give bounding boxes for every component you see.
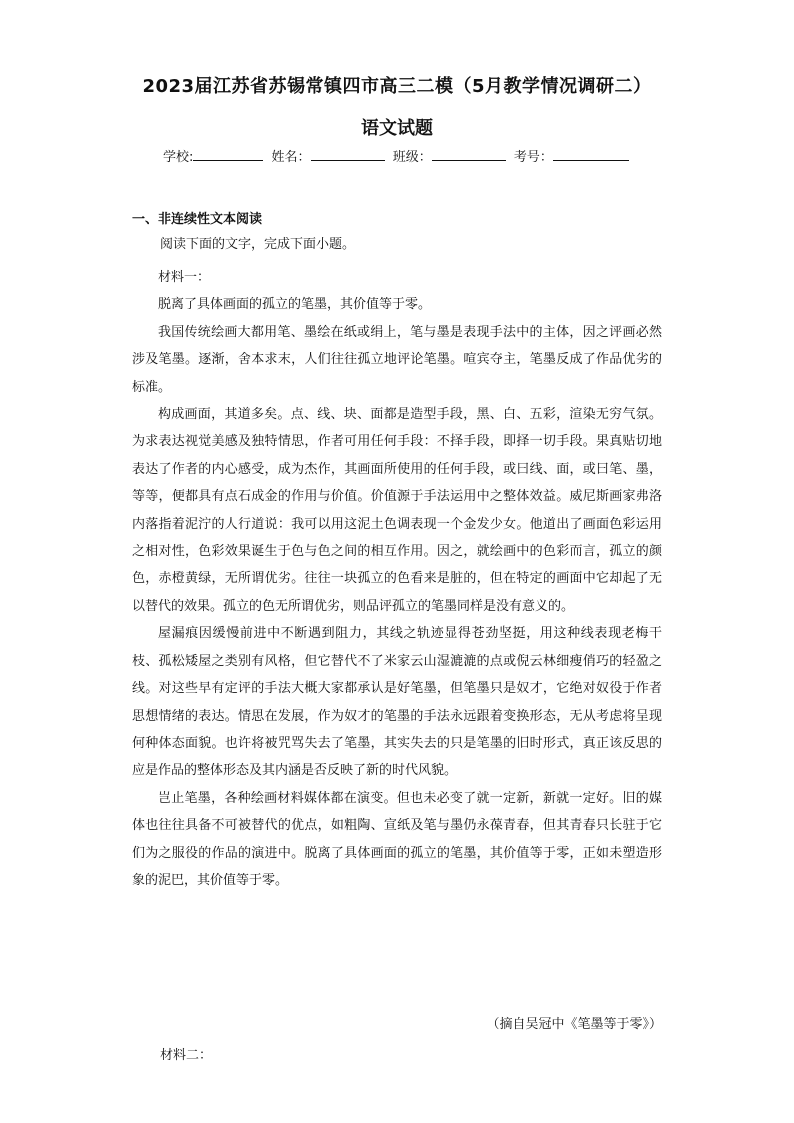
school-field (163, 146, 263, 165)
material-one-paragraph: 构成画面，其道多矣。点、线、块、面都是造型手段，黑、白、五彩，渲染无穷气氛。为求表达视觉美感及独特情思，作者可用任何手段：不择手段，即择一切手段。果真贴切地表达了作者的内心感受，成为杰作，其画面所使用的任何手段，或曰线、面，或曰笔、墨，等等，便都具有点石成金的作用与价值。价值源于手法运用中之整体效益。威尼斯画家弗洛内落指着泥泞的人行道说：我可以用这泥土色调表现一个金发少女。他道出了画面色彩运用之相对性，色彩效果诞生于色与色之间的相互作用。因之，就绘画中的色彩而言，孤立的颜色，赤橙黄绿，无所谓优劣。往往一块孤立的色看来是脏的，但在特定的画面中它却起了无以替代的效果。孤立的色无所谓优劣，则品评孤立的笔墨同样是没有意义的。 (132, 407, 662, 614)
name-blank[interactable] (311, 146, 385, 161)
exam-number-field (514, 146, 629, 165)
class-label: 班级： (392, 150, 432, 165)
name-field (272, 146, 385, 165)
school-blank[interactable] (193, 146, 263, 161)
material-one-paragraph: 脱离了具体画面的孤立的笔墨，其价值等于零。 (158, 297, 432, 313)
material-one-paragraph: 岂止笔墨，各种绘画材料媒体都在演变。但也未必变了就一定新，新就一定好。旧的媒体也往往具备不可被替代的优点，如粗陶、宣纸及笔与墨仍永葆青春，但其青春只长驻于它们为之服役的作品的演进中。脱离了具体画面的孤立的笔墨，其价值等于零，正如未塑造形象的泥巴，其价值等于零。 (132, 790, 662, 888)
material-two-label: 材料二： (160, 1048, 213, 1063)
section-instruction: 阅读下面的文字，完成下面小题。 (160, 237, 356, 252)
student-info-row (163, 146, 633, 165)
material-one-label: 材料一： (158, 270, 211, 285)
exam-number-blank[interactable] (553, 146, 629, 161)
material-one-source: （摘自吴冠中《笔墨等于零》） (486, 1017, 662, 1032)
material-one (132, 264, 662, 894)
material-one-paragraph: 我国传统绘画大都用笔、墨绘在纸或绢上，笔与墨是表现手法中的主体，因之评画必然涉及笔墨。逐渐，舍本求末，人们往往孤立地评论笔墨。喧宾夺主，笔墨反成了作品优劣的标准。 (132, 324, 662, 395)
exam-number-label: 考号： (513, 150, 553, 165)
name-label: 姓名： (271, 150, 311, 165)
material-one-paragraph: 屋漏痕因缓慢前进中不断遇到阻力，其线之轨迹显得苍劲坚挺，用这种线表现老梅干枝、孤松矮屋之类别有风格，但它替代不了米家云山湿漉漉的点或倪云林细瘦俏巧的轻盈之线。对这些早有定评的手法大概大家都承认是好笔墨，但笔墨只是奴才，它绝对奴役于作者思想情绪的表达。情思在发展，作为奴才的笔墨的手法永远跟着变换形态，无从考虑将呈现何种体态面貌。也许将被咒骂失去了笔墨，其实失去的只是笔墨的旧时形式，真正该反思的应是作品的整体形态及其内涵是否反映了新的时代风貌。 (132, 626, 662, 779)
class-field (393, 146, 506, 165)
section-heading: 一、非连续性文本阅读 (132, 212, 263, 227)
school-label: 学校: (163, 150, 194, 165)
exam-subtitle: 语文试题 (361, 118, 433, 139)
class-blank[interactable] (432, 146, 506, 161)
exam-title: 2023届江苏省苏锡常镇四市高三二模（5月教学情况调研二） (142, 76, 652, 97)
